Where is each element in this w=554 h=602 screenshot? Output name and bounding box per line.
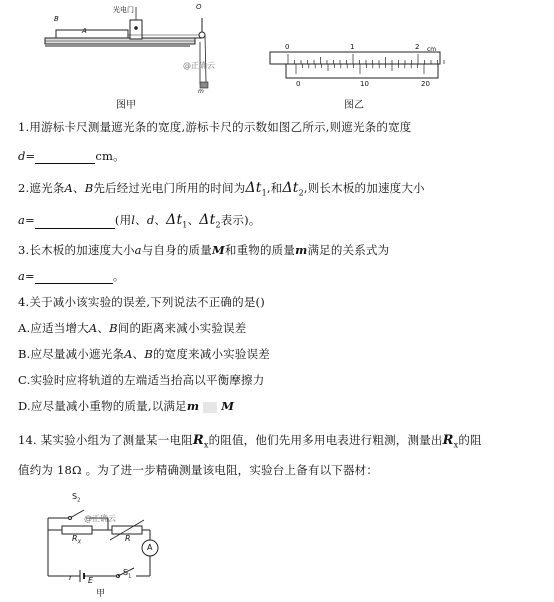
- q2-ans-eq: =: [25, 213, 35, 227]
- q4-opt-b-A: A: [124, 347, 133, 361]
- q3-part-a: 3.长木板的加速度大小: [18, 243, 135, 257]
- q2-dt2-sub: 2: [298, 188, 304, 198]
- q1-answer-blank[interactable]: [35, 151, 95, 164]
- q2-hint-d: d: [146, 213, 155, 227]
- q4-opt-d-symbol-placeholder: [203, 402, 217, 413]
- q2-hint-dt1-sub: 1: [182, 220, 188, 230]
- q2-and: ,和: [266, 181, 283, 195]
- watermark-left: @正确云: [183, 61, 215, 70]
- q3-text: [18, 242, 389, 258]
- circuit-E: E: [88, 576, 94, 585]
- watermark-circuit: @正确云: [84, 514, 116, 523]
- circuit-R: R: [125, 534, 131, 543]
- q3-part-b: 与自身的质量: [141, 243, 212, 257]
- q3-a: a: [134, 243, 142, 257]
- q2-dt1: Δt: [245, 180, 262, 196]
- q14-Rx2-sub: x: [453, 440, 459, 450]
- circuit-diagram: [40, 496, 180, 588]
- circuit-ammeter: A: [147, 543, 153, 552]
- circuit-Rx-letter: R: [72, 534, 78, 543]
- q14-Rx-sub: x: [203, 440, 209, 450]
- q4-opt-b-B: B: [144, 347, 153, 361]
- q2-text: [18, 180, 425, 197]
- figure-left-caption: 图甲: [116, 100, 136, 111]
- q4-opt-d-m: m: [186, 399, 200, 413]
- label-gate: 光电门: [113, 6, 134, 14]
- main-tick-1: 1: [350, 43, 355, 51]
- q2-B: B: [84, 181, 94, 195]
- q3-m: m: [295, 243, 308, 257]
- q14-line1: [18, 432, 482, 449]
- main-tick-0: 0: [285, 43, 290, 51]
- q2-part-a: 2.遮光条: [18, 181, 65, 195]
- q2-dt2: Δt: [282, 180, 299, 196]
- q14-part-c: 的阻: [458, 433, 482, 447]
- q2-hint-comma1: 、: [135, 213, 147, 227]
- q2-hint-l: l: [131, 213, 136, 227]
- circuit-S1-sub: 1: [128, 573, 132, 580]
- q2-hint-dt2-sub: 2: [215, 220, 221, 230]
- q2-A: A: [64, 181, 73, 195]
- q2-sep: 、: [73, 181, 85, 195]
- q14-Rx: R: [192, 433, 204, 448]
- q4-option-c[interactable]: C.实验时应将轨道的左端适当抬高以平衡摩擦力: [18, 373, 265, 387]
- circuit-r: r: [69, 573, 73, 582]
- q14-part-a: 14. 某实验小组为了测量某一电阻: [18, 433, 193, 447]
- q4-option-a[interactable]: [18, 320, 246, 336]
- circuit-S1: [123, 568, 131, 580]
- label-O: O: [196, 3, 202, 11]
- q3-ans-suffix: 。: [112, 269, 125, 283]
- q2-part-c: ,则长木板的加速度大小: [303, 181, 425, 195]
- apparatus-figure: [40, 4, 220, 96]
- q14-line2: 值约为 18Ω 。为了进一步精确测量该电阻，实验台上备有以下器材：: [18, 463, 379, 477]
- circuit-S1-letter: S: [123, 568, 129, 577]
- label-A: A: [82, 27, 87, 35]
- q3-part-c: 和重物的质量: [224, 243, 296, 257]
- q2-dt1-sub: 1: [261, 188, 267, 198]
- q4-opt-d-M: M: [221, 399, 235, 413]
- main-tick-2: 2: [415, 43, 420, 51]
- q14-part-b: 的阻值，他们先用多用电表进行粗测，测量出: [208, 433, 443, 447]
- q4-opt-d-text: D.应尽量减小重物的质量,以满足: [18, 399, 187, 413]
- circuit-S2-sub: 2: [77, 497, 81, 504]
- circuit-Rx-sub: X: [77, 539, 81, 546]
- q14-Rx2: R: [442, 433, 454, 448]
- label-B: B: [54, 15, 59, 23]
- q2-hint-a: (用: [114, 213, 132, 227]
- q4-opt-a-B: B: [109, 321, 118, 335]
- q4-option-b[interactable]: [18, 346, 270, 362]
- circuit-caption: 甲: [96, 589, 106, 599]
- q3-answer-blank[interactable]: [35, 271, 113, 284]
- q1-suffix: cm。: [95, 149, 125, 163]
- label-m: m: [198, 88, 204, 95]
- q2-part-b: 先后经过光电门所用的时间为: [93, 181, 246, 195]
- q4-opt-a-rest: 间的距离来减小实验误差: [117, 321, 247, 335]
- q3-answer-line: [18, 268, 125, 284]
- q2-answer-line: [18, 212, 261, 229]
- q4-stem: 4.关于减小该实验的误差,下列说法不正确的是(): [18, 295, 265, 309]
- q2-hint-b: 表示)。: [220, 213, 261, 227]
- q4-opt-b-text: B.应尽量减小遮光条: [18, 347, 125, 361]
- q1-text: [18, 119, 411, 135]
- q3-part-d: 满足的关系式为: [307, 243, 390, 257]
- main-scale-frame: [270, 52, 440, 64]
- figure-right-caption: 图乙: [344, 100, 364, 111]
- q3-ans-prefix: a=: [18, 269, 35, 283]
- q1-prefix: d=: [18, 149, 36, 163]
- q4-opt-a-sep: 、: [97, 321, 110, 335]
- vernier-tick-10: 10: [360, 80, 369, 88]
- unit-label: cm: [427, 46, 437, 53]
- vernier-tick-20: 20: [421, 80, 430, 88]
- q2-hint-dt2: Δt: [199, 212, 216, 228]
- q4-opt-a-A: A: [88, 321, 98, 335]
- q4-opt-b-rest: 的宽度来减小实验误差: [152, 347, 270, 361]
- circuit-Rx: [72, 534, 81, 546]
- q4-option-d[interactable]: [18, 398, 234, 414]
- q2-ans-prefix: a: [18, 213, 26, 227]
- q1-answer-line: [18, 148, 125, 164]
- q3-M: M: [211, 243, 225, 257]
- q4-opt-a-text: A.应适当增大: [18, 321, 89, 335]
- q4-opt-b-sep: 、: [132, 347, 145, 361]
- q2-hint-comma3: 、: [187, 213, 200, 227]
- q2-hint-comma2: 、: [154, 213, 167, 227]
- q2-answer-blank[interactable]: [35, 216, 115, 229]
- q1-stem: 1.用游标卡尺测量遮光条的宽度,游标卡尺的示数如图乙所示,则遮光条的宽度: [18, 120, 412, 134]
- circuit-S2: [72, 492, 80, 504]
- circuit-S2-letter: S: [72, 492, 78, 501]
- vernier-tick-0: 0: [296, 80, 301, 88]
- q2-hint-dt1: Δt: [166, 212, 183, 228]
